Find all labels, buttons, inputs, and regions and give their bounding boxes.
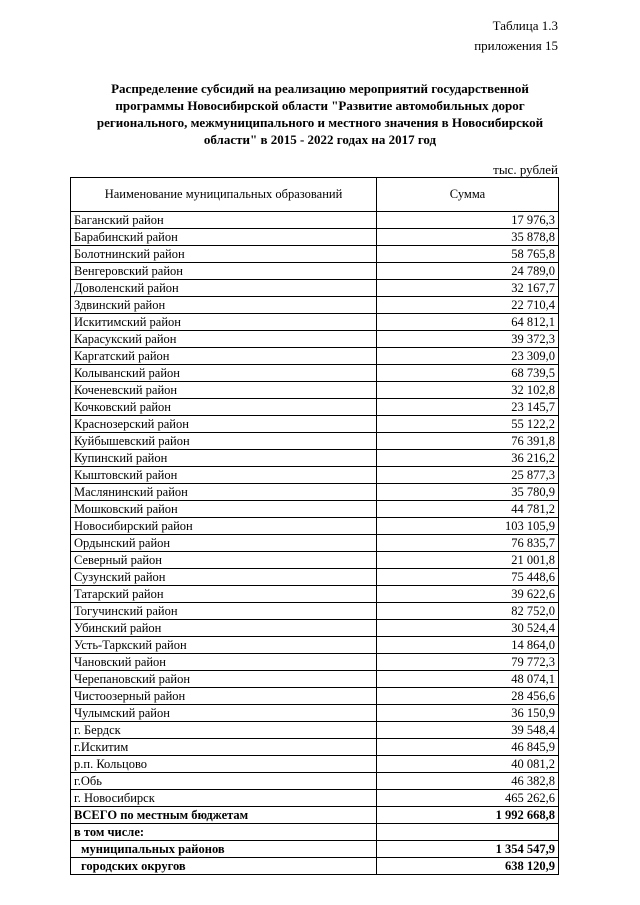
municipality-name: Черепановский район <box>71 671 377 688</box>
subsidy-amount: 82 752,0 <box>377 603 559 620</box>
table-row <box>71 382 559 399</box>
municipality-name: Баганский район <box>71 212 377 229</box>
municipality-name: Барабинский район <box>71 229 377 246</box>
city-districts-value: 638 120,9 <box>377 858 559 875</box>
table-row <box>71 654 559 671</box>
including-label: в том числе: <box>71 824 377 841</box>
table-row <box>71 671 559 688</box>
municipality-name: г. Новосибирск <box>71 790 377 807</box>
municipality-name: Сузунский район <box>71 569 377 586</box>
column-header-name: Наименование муниципальных образований <box>71 178 377 212</box>
table-row <box>71 229 559 246</box>
subsidy-amount: 24 789,0 <box>377 263 559 280</box>
subsidy-amount: 68 739,5 <box>377 365 559 382</box>
table-row <box>71 297 559 314</box>
subsidy-amount: 36 150,9 <box>377 705 559 722</box>
table-row <box>71 314 559 331</box>
subsidy-amount: 76 391,8 <box>377 433 559 450</box>
city-districts-label: городских округов <box>71 858 377 875</box>
subsidy-amount: 35 780,9 <box>377 484 559 501</box>
municipality-name: Кыштовский район <box>71 467 377 484</box>
municipality-name: Мошковский район <box>71 501 377 518</box>
table-row <box>71 637 559 654</box>
table-row <box>71 688 559 705</box>
table-row <box>71 569 559 586</box>
table-number: Таблица 1.3 <box>492 18 558 33</box>
total-row <box>71 807 559 824</box>
municipality-name: Маслянинский район <box>71 484 377 501</box>
subsidy-amount: 103 105,9 <box>377 518 559 535</box>
municipal-districts-row <box>71 841 559 858</box>
table-row <box>71 365 559 382</box>
subsidy-amount: 21 001,8 <box>377 552 559 569</box>
table-row <box>71 773 559 790</box>
municipality-name: Краснозерский район <box>71 416 377 433</box>
subsidy-amount: 17 976,3 <box>377 212 559 229</box>
subsidy-amount: 76 835,7 <box>377 535 559 552</box>
subsidy-amount: 32 102,8 <box>377 382 559 399</box>
table-row <box>71 399 559 416</box>
table-row <box>71 518 559 535</box>
subsidy-amount: 46 845,9 <box>377 739 559 756</box>
subsidy-amount: 39 622,6 <box>377 586 559 603</box>
table-header-row <box>71 178 559 212</box>
table-row <box>71 467 559 484</box>
table-row <box>71 450 559 467</box>
table-row <box>71 501 559 518</box>
including-row <box>71 824 559 841</box>
subsidy-amount: 55 122,2 <box>377 416 559 433</box>
subsidy-amount: 39 548,4 <box>377 722 559 739</box>
table-row <box>71 263 559 280</box>
total-label: ВСЕГО по местным бюджетам <box>71 807 377 824</box>
table-row <box>71 705 559 722</box>
subsidy-amount: 39 372,3 <box>377 331 559 348</box>
table-row <box>71 246 559 263</box>
table-row <box>71 722 559 739</box>
municipality-name: Доволенский район <box>71 280 377 297</box>
table-row <box>71 552 559 569</box>
subsidy-amount: 30 524,4 <box>377 620 559 637</box>
table-row <box>71 484 559 501</box>
table-row <box>71 416 559 433</box>
subsidy-amount: 25 877,3 <box>377 467 559 484</box>
subsidy-table <box>70 177 559 875</box>
municipality-name: Ордынский район <box>71 535 377 552</box>
table-row <box>71 280 559 297</box>
municipality-name: Купинский район <box>71 450 377 467</box>
municipality-name: Колыванский район <box>71 365 377 382</box>
subsidy-amount: 22 710,4 <box>377 297 559 314</box>
municipality-name: Усть-Таркский район <box>71 637 377 654</box>
municipality-name: Убинский район <box>71 620 377 637</box>
subsidy-amount: 465 262,6 <box>377 790 559 807</box>
subsidy-amount: 36 216,2 <box>377 450 559 467</box>
table-row <box>71 586 559 603</box>
table-row <box>71 212 559 229</box>
municipality-name: Кочковский район <box>71 399 377 416</box>
subsidy-amount: 44 781,2 <box>377 501 559 518</box>
table-row <box>71 433 559 450</box>
municipality-name: Чановский район <box>71 654 377 671</box>
subsidy-amount: 79 772,3 <box>377 654 559 671</box>
municipality-name: Венгеровский район <box>71 263 377 280</box>
subsidy-amount: 28 456,6 <box>377 688 559 705</box>
municipality-name: Тогучинский район <box>71 603 377 620</box>
column-header-sum: Сумма <box>377 178 559 212</box>
municipality-name: г. Бердск <box>71 722 377 739</box>
municipality-name: Карасукский район <box>71 331 377 348</box>
table-row <box>71 790 559 807</box>
municipality-name: р.п. Кольцово <box>71 756 377 773</box>
municipal-districts-value: 1 354 547,9 <box>377 841 559 858</box>
municipality-name: Чулымский район <box>71 705 377 722</box>
table-row <box>71 331 559 348</box>
table-row <box>71 603 559 620</box>
municipality-name: Чистоозерный район <box>71 688 377 705</box>
municipality-name: Татарский район <box>71 586 377 603</box>
municipality-name: г.Обь <box>71 773 377 790</box>
appendix-number: приложения 15 <box>474 38 558 53</box>
municipality-name: Коченевский район <box>71 382 377 399</box>
units-label: тыс. рублей <box>493 162 558 177</box>
municipality-name: г.Искитим <box>71 739 377 756</box>
subsidy-amount: 23 309,0 <box>377 348 559 365</box>
subsidy-amount: 58 765,8 <box>377 246 559 263</box>
municipality-name: Северный район <box>71 552 377 569</box>
municipality-name: Искитимский район <box>71 314 377 331</box>
subsidy-amount: 64 812,1 <box>377 314 559 331</box>
subsidy-amount: 14 864,0 <box>377 637 559 654</box>
table-row <box>71 535 559 552</box>
municipality-name: Здвинский район <box>71 297 377 314</box>
including-value-empty <box>377 824 559 841</box>
table-totals <box>71 807 559 875</box>
table-row <box>71 756 559 773</box>
subsidy-amount: 23 145,7 <box>377 399 559 416</box>
table-row <box>71 739 559 756</box>
municipality-name: Каргатский район <box>71 348 377 365</box>
municipal-districts-label: муниципальных районов <box>71 841 377 858</box>
table-row <box>71 348 559 365</box>
table-body <box>71 212 559 807</box>
city-districts-row <box>71 858 559 875</box>
document-title: Распределение субсидий на реализацию мероприятий государственной программы Новосибирской области "Развитие автомобильных дорог регионального, межмуниципального и местного значения в Новосибирской области" в 2015 - 2022 годах на 2017 год <box>96 81 544 147</box>
subsidy-amount: 35 878,8 <box>377 229 559 246</box>
table-row <box>71 620 559 637</box>
municipality-name: Новосибирский район <box>71 518 377 535</box>
subsidy-amount: 40 081,2 <box>377 756 559 773</box>
total-value: 1 992 668,8 <box>377 807 559 824</box>
subsidy-amount: 46 382,8 <box>377 773 559 790</box>
municipality-name: Болотнинский район <box>71 246 377 263</box>
subsidy-amount: 32 167,7 <box>377 280 559 297</box>
subsidy-amount: 75 448,6 <box>377 569 559 586</box>
subsidy-amount: 48 074,1 <box>377 671 559 688</box>
municipality-name: Куйбышевский район <box>71 433 377 450</box>
